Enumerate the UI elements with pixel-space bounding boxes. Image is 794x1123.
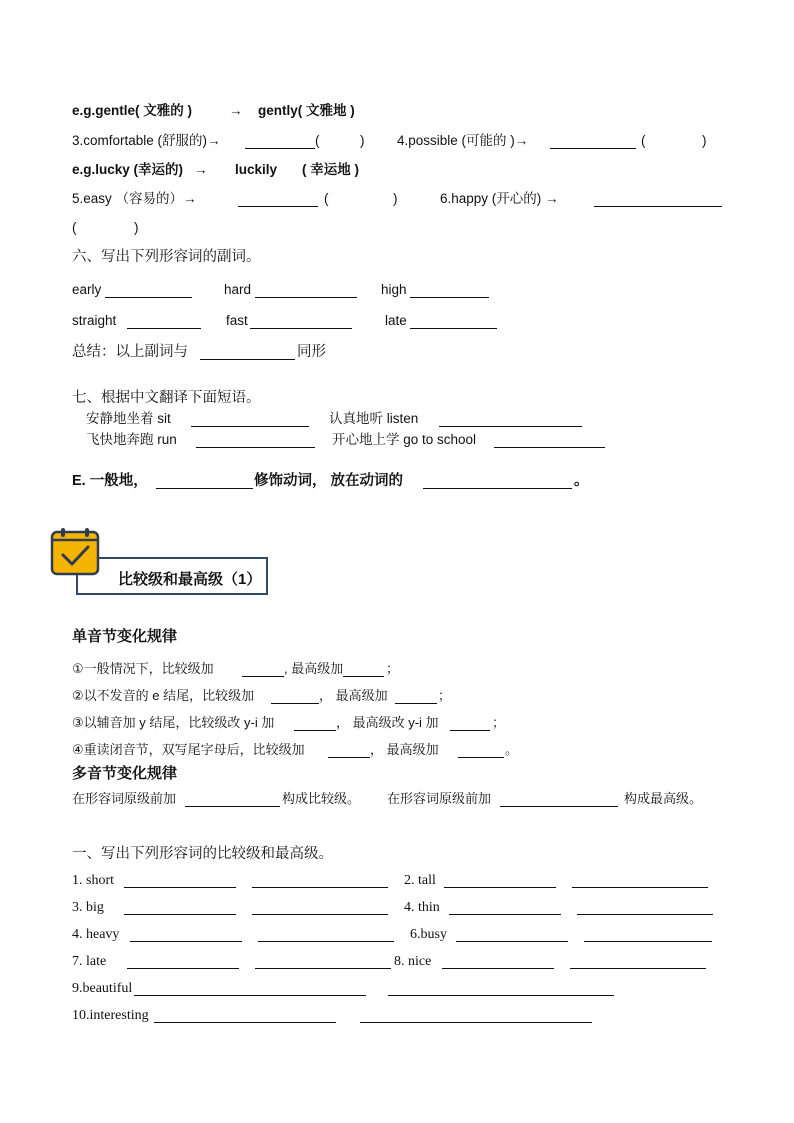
calendar-check-icon — [50, 527, 102, 577]
phrase-sit: 安静地坐着 sit — [86, 411, 171, 426]
word-nice: 8. nice — [394, 954, 432, 969]
summary-suffix: 同形 — [297, 344, 326, 360]
item-5-label: 5.easy （容易的）→ — [72, 191, 197, 206]
example-lucky — [72, 161, 359, 179]
item-6-paren — [72, 219, 139, 237]
example-lucky-mid: luckily — [235, 162, 278, 177]
section-6-row-1 — [72, 281, 407, 299]
word-late: 7. late — [72, 954, 107, 969]
mono-rule-1 — [72, 660, 400, 678]
blank[interactable] — [456, 941, 568, 942]
blank[interactable] — [395, 690, 437, 704]
blank[interactable] — [124, 914, 236, 915]
rule-text: ； — [386, 661, 400, 676]
rule-text: ； — [492, 715, 506, 730]
blank[interactable] — [444, 887, 556, 888]
poly-rule — [72, 790, 703, 808]
blank[interactable] — [494, 434, 605, 448]
item-3-paren-open: ( — [315, 133, 320, 148]
word-high: high — [381, 282, 407, 297]
word-early: early — [72, 282, 102, 297]
example-lucky-left: e.g.lucky (幸运的) — [72, 162, 184, 177]
rule-text: 在形容词原级前加 — [387, 791, 492, 806]
item-6-paren-open: ( — [72, 220, 77, 235]
word-heavy: 4. heavy — [72, 927, 120, 942]
word-interesting: 10.interesting — [72, 1008, 149, 1023]
arrow-icon: → — [229, 103, 243, 118]
item-3-paren-close: ) — [360, 133, 365, 148]
rule-text: ， 最高级改 y-i 加 — [336, 715, 439, 730]
blank[interactable] — [439, 413, 582, 427]
blank[interactable] — [570, 968, 706, 969]
rule-text: , 最高级加 — [284, 661, 344, 676]
blank[interactable] — [200, 346, 295, 360]
word-short: 1. short — [72, 873, 114, 888]
blank[interactable] — [577, 914, 713, 915]
word-beautiful: 9.beautiful — [72, 981, 133, 996]
blank[interactable] — [185, 793, 280, 807]
example-gentle — [72, 102, 355, 120]
blank[interactable] — [584, 941, 712, 942]
word-fast: fast — [226, 313, 248, 328]
item-5-blank[interactable] — [238, 193, 318, 207]
section-7-title: 七、根据中文翻译下面短语。 — [72, 390, 261, 406]
item-3-4 — [72, 132, 707, 150]
phrase-listen: 认真地听 listen — [329, 411, 419, 426]
section-e-label: E. 一般地， — [72, 473, 148, 489]
blank[interactable] — [328, 744, 370, 758]
blank[interactable] — [258, 941, 394, 942]
section-6-row-2 — [72, 312, 407, 330]
blank[interactable] — [442, 968, 554, 969]
blank[interactable] — [388, 995, 614, 996]
example-gentle-left: e.g.gentle( 文雅的 ) — [72, 103, 193, 118]
rule-text: ②以不发音的 e 结尾，比较级加 — [72, 688, 255, 703]
section-6-title: 六、写出下列形容词的副词。 — [72, 249, 261, 265]
mono-rule-3 — [72, 714, 506, 732]
rule-text: ， 最高级加 — [370, 742, 439, 757]
blank[interactable] — [127, 968, 239, 969]
word-thin: 4. thin — [404, 900, 440, 915]
item-4-paren-close: ) — [702, 133, 707, 148]
rule-text: 在形容词原级前加 — [72, 791, 177, 806]
example-lucky-right: ( 幸运地 ) — [302, 162, 359, 177]
item-5-paren-open: ( — [324, 191, 329, 206]
word-busy: 6.busy — [410, 927, 447, 942]
blank[interactable] — [250, 315, 352, 329]
section-e-middle: 修饰动词， 放在动词的 — [254, 473, 404, 489]
item-6-blank[interactable] — [594, 193, 722, 207]
rule-text: ③以辅音加 y 结尾，比较级改 y-i 加 — [72, 715, 275, 730]
word-big: 3. big — [72, 900, 104, 915]
blank[interactable] — [127, 315, 201, 329]
rule-text: 构成最高级。 — [624, 791, 703, 806]
blank[interactable] — [449, 914, 561, 915]
mono-rule-4 — [72, 741, 519, 759]
item-4-label: 4.possible (可能的 )→ — [397, 133, 529, 148]
blank[interactable] — [450, 717, 490, 731]
item-4-blank[interactable] — [550, 135, 636, 149]
blank[interactable] — [458, 744, 504, 758]
phrase-run: 飞快地奔跑 run — [86, 432, 177, 447]
blank[interactable] — [343, 663, 384, 677]
blank[interactable] — [252, 887, 388, 888]
section-7-row-1 — [86, 410, 419, 428]
mono-rule-2 — [72, 687, 452, 705]
blank[interactable] — [255, 968, 391, 969]
blank[interactable] — [294, 717, 336, 731]
blank[interactable] — [252, 914, 388, 915]
item-3-blank[interactable] — [245, 135, 315, 149]
item-3-label: 3.comfortable (舒服的)→ — [72, 133, 221, 148]
word-hard: hard — [224, 282, 252, 297]
rule-text: ④重读闭音节，双写尾字母后，比较级加 — [72, 742, 305, 757]
rule-text: ， 最高级加 — [319, 688, 388, 703]
blank[interactable] — [271, 690, 319, 704]
section-title: 比较级和最高级（1） — [118, 571, 262, 588]
section-7-row-2 — [86, 431, 477, 449]
item-4-paren-open: ( — [641, 133, 646, 148]
mono-heading: 单音节变化规律 — [72, 628, 178, 645]
blank[interactable] — [500, 793, 618, 807]
item-6-label: 6.happy (开心的) → — [440, 191, 559, 206]
blank[interactable] — [360, 1022, 592, 1023]
rule-text: ； — [438, 688, 452, 703]
word-straight: straight — [72, 313, 117, 328]
rule-text: 构成比较级。 — [282, 791, 361, 806]
blank[interactable] — [156, 475, 253, 489]
item-5-6 — [72, 190, 559, 208]
blank[interactable] — [572, 887, 708, 888]
blank[interactable] — [255, 284, 357, 298]
blank[interactable] — [410, 315, 497, 329]
blank[interactable] — [410, 284, 489, 298]
blank[interactable] — [124, 887, 236, 888]
section-e — [72, 472, 589, 490]
example-gentle-right: gently( 文雅地 ) — [258, 103, 355, 118]
rule-text: ①一般情况下，比较级加 — [72, 661, 214, 676]
blank[interactable] — [196, 434, 315, 448]
rule-text: 。 — [505, 742, 519, 757]
section-e-end: 。 — [574, 473, 589, 489]
arrow-icon: → — [194, 162, 208, 177]
exercise-1-title: 一、写出下列形容词的比较级和最高级。 — [72, 846, 333, 862]
summary-label: 总结：以上副词与 — [72, 344, 188, 360]
blank[interactable] — [154, 1022, 336, 1023]
blank[interactable] — [242, 663, 284, 677]
blank[interactable] — [130, 941, 242, 942]
blank[interactable] — [423, 475, 572, 489]
poly-heading: 多音节变化规律 — [72, 765, 178, 782]
item-5-paren-close: ) — [393, 191, 398, 206]
section-6-summary — [72, 343, 326, 361]
item-6-paren-close: ) — [134, 220, 139, 235]
blank[interactable] — [191, 413, 309, 427]
word-tall: 2. tall — [404, 873, 436, 888]
blank[interactable] — [134, 995, 366, 996]
blank[interactable] — [105, 284, 192, 298]
word-late: late — [385, 313, 407, 328]
phrase-school: 开心地上学 go to school — [332, 432, 477, 447]
